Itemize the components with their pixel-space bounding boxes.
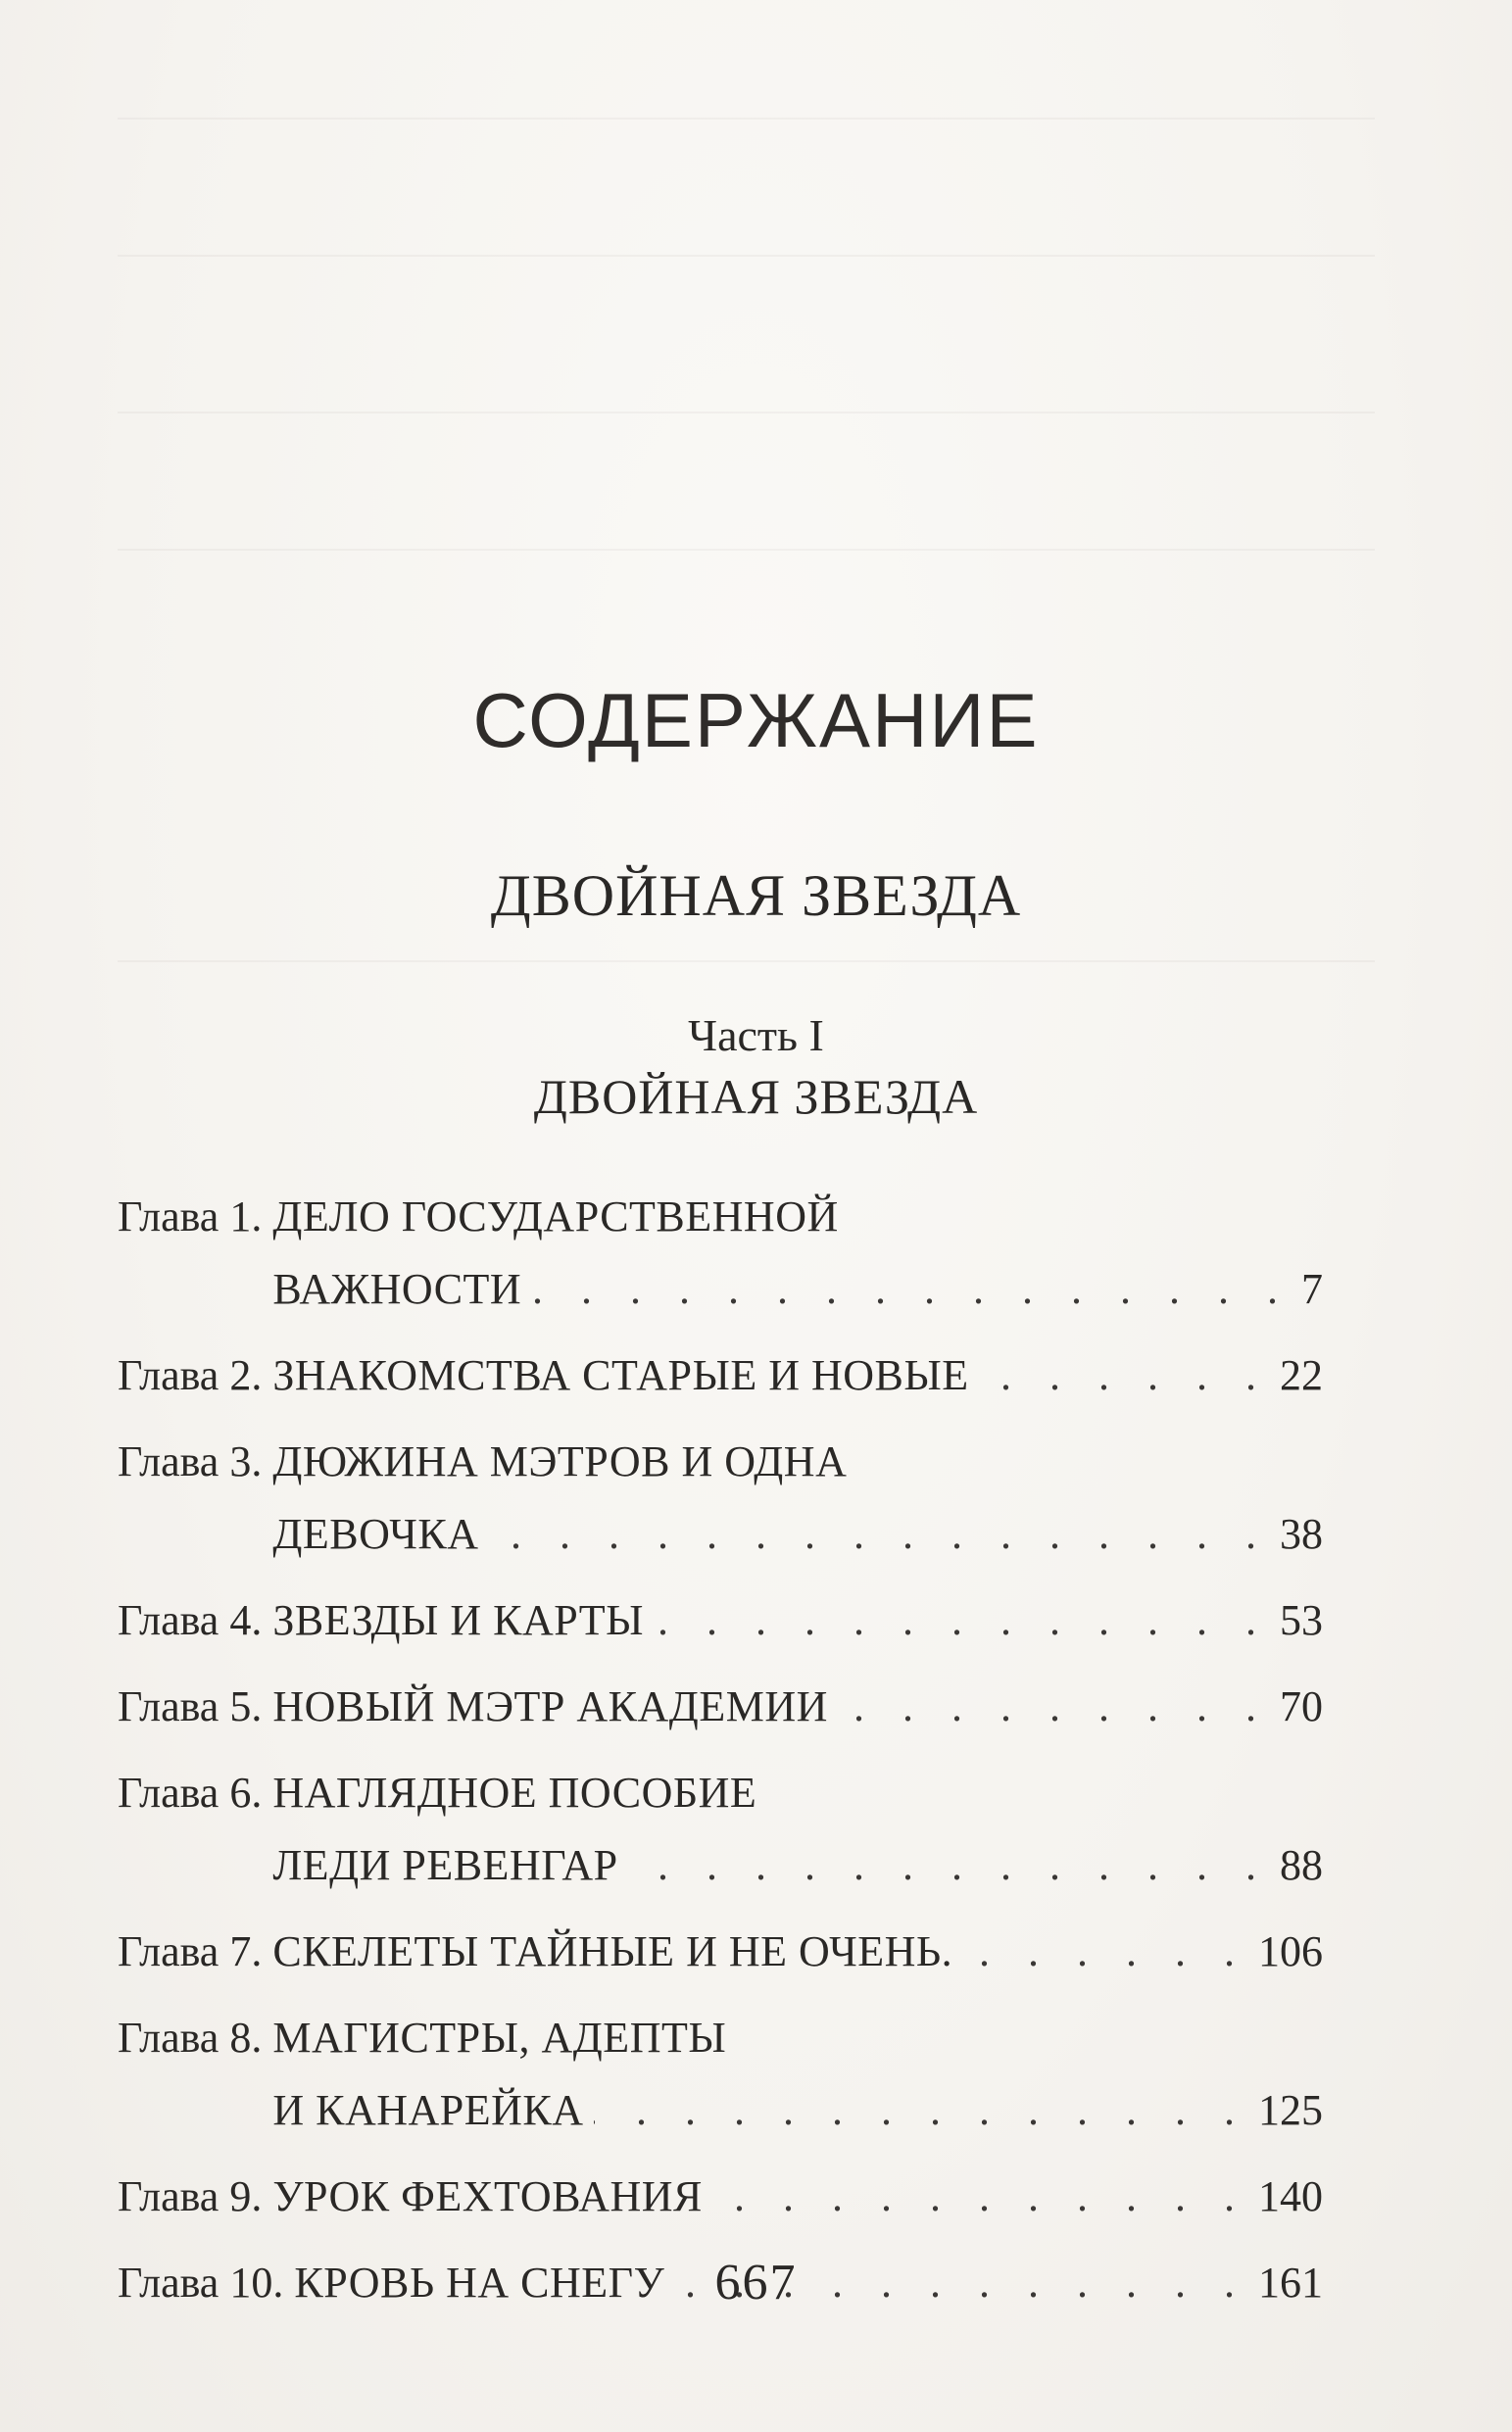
toc-entry-line	[118, 2074, 1323, 2147]
chapter-page-number: 38	[1280, 1510, 1323, 1558]
toc-entry-line	[118, 1339, 1323, 1412]
dot-leader	[654, 1584, 1270, 1657]
toc-entry	[118, 2161, 1323, 2233]
toc-entry-line	[118, 2161, 1323, 2233]
chapter-page-number: 106	[1258, 1927, 1323, 1975]
toc-entry-line	[118, 1829, 1323, 1902]
chapter-number: Глава 4.	[118, 1596, 273, 1644]
chapter-number: Глава 6.	[118, 1769, 273, 1817]
chapter-title: МАГИСТРЫ, АДЕПТЫ	[272, 2014, 727, 2062]
chapter-title: НАГЛЯДНОЕ ПОСОБИЕ	[272, 1769, 757, 1817]
toc-entry	[118, 1916, 1323, 1988]
chapter-page-number: 53	[1280, 1596, 1323, 1644]
toc-entry	[118, 1757, 1323, 1902]
toc-entry-line	[118, 1426, 1323, 1498]
chapter-title: ДЕВОЧКА	[272, 1510, 479, 1558]
toc-entry-line	[118, 1584, 1323, 1657]
chapter-page-number: 7	[1301, 1265, 1323, 1313]
dot-leader	[531, 1253, 1292, 1326]
chapter-title: ЗНАКОМСТВА СТАРЫЕ И НОВЫЕ	[272, 1351, 969, 1399]
toc-entry	[118, 2002, 1323, 2147]
chapter-number: Глава 10.	[118, 2259, 295, 2307]
chapter-page-number: 70	[1280, 1682, 1323, 1730]
toc-entry	[118, 1671, 1323, 1743]
table-of-contents	[118, 1181, 1323, 2333]
chapter-number: Глава 7.	[118, 1927, 273, 1975]
chapter-number: Глава 2.	[118, 1351, 273, 1399]
bleed-through-line	[118, 412, 1375, 413]
bleed-through-line	[118, 549, 1375, 551]
chapter-number: Глава 9.	[118, 2172, 273, 2220]
chapter-title: КРОВЬ НА СНЕГУ	[294, 2259, 665, 2307]
toc-entry-line	[118, 1181, 1323, 1253]
bleed-through-line	[118, 960, 1375, 962]
dot-leader	[962, 1916, 1248, 1988]
chapter-title: ВАЖНОСТИ	[272, 1265, 522, 1313]
chapter-page-number: 22	[1280, 1351, 1323, 1399]
chapter-title: ЛЕДИ РЕВЕНГАР	[272, 1841, 618, 1889]
contents-heading: СОДЕРЖАНИЕ	[472, 677, 1040, 763]
dot-leader	[488, 1498, 1270, 1571]
toc-entry-line	[118, 1916, 1323, 1988]
bleed-through-line	[118, 255, 1375, 257]
dot-leader	[628, 1829, 1270, 1902]
chapter-page-number: 140	[1258, 2172, 1323, 2220]
toc-entry	[118, 1584, 1323, 1657]
dot-leader	[712, 2161, 1248, 2233]
dot-leader	[594, 2074, 1248, 2147]
page-number: 667	[714, 2255, 798, 2310]
part-title: ДВОЙНАЯ ЗВЕЗДА	[533, 1069, 979, 1124]
toc-entry-line	[118, 1253, 1323, 1326]
chapter-number: Глава 8.	[118, 2014, 273, 2062]
chapter-title: И КАНАРЕЙКА	[272, 2086, 584, 2134]
chapter-page-number: 161	[1258, 2259, 1323, 2307]
chapter-title: НОВЫЙ МЭТР АКАДЕМИИ	[272, 1682, 828, 1730]
dot-leader	[838, 1671, 1270, 1743]
chapter-page-number: 125	[1258, 2086, 1323, 2134]
chapter-title: ЗВЕЗДЫ И КАРТЫ	[272, 1596, 645, 1644]
bleed-through-line	[118, 118, 1375, 120]
chapter-page-number: 88	[1280, 1841, 1323, 1889]
chapter-title: ДЮЖИНА МЭТРОВ И ОДНА	[272, 1437, 848, 1485]
dot-leader	[979, 1339, 1270, 1412]
book-title: ДВОЙНАЯ ЗВЕЗДА	[490, 863, 1022, 928]
toc-entry-line	[118, 1757, 1323, 1829]
chapter-title: УРОК ФЕХТОВАНИЯ	[272, 2172, 703, 2220]
chapter-number: Глава 3.	[118, 1437, 273, 1485]
toc-entry-line	[118, 2002, 1323, 2074]
toc-entry	[118, 1339, 1323, 1412]
toc-entry	[118, 1181, 1323, 1326]
chapter-number: Глава 5.	[118, 1682, 273, 1730]
chapter-title: ДЕЛО ГОСУДАРСТВЕННОЙ	[272, 1192, 839, 1240]
toc-entry	[118, 1426, 1323, 1571]
chapter-number: Глава 1.	[118, 1192, 273, 1240]
toc-entry-line	[118, 1671, 1323, 1743]
chapter-title: СКЕЛЕТЫ ТАЙНЫЕ И НЕ ОЧЕНЬ.	[272, 1927, 953, 1975]
part-label: Часть I	[688, 1010, 824, 1060]
toc-entry-line	[118, 1498, 1323, 1571]
